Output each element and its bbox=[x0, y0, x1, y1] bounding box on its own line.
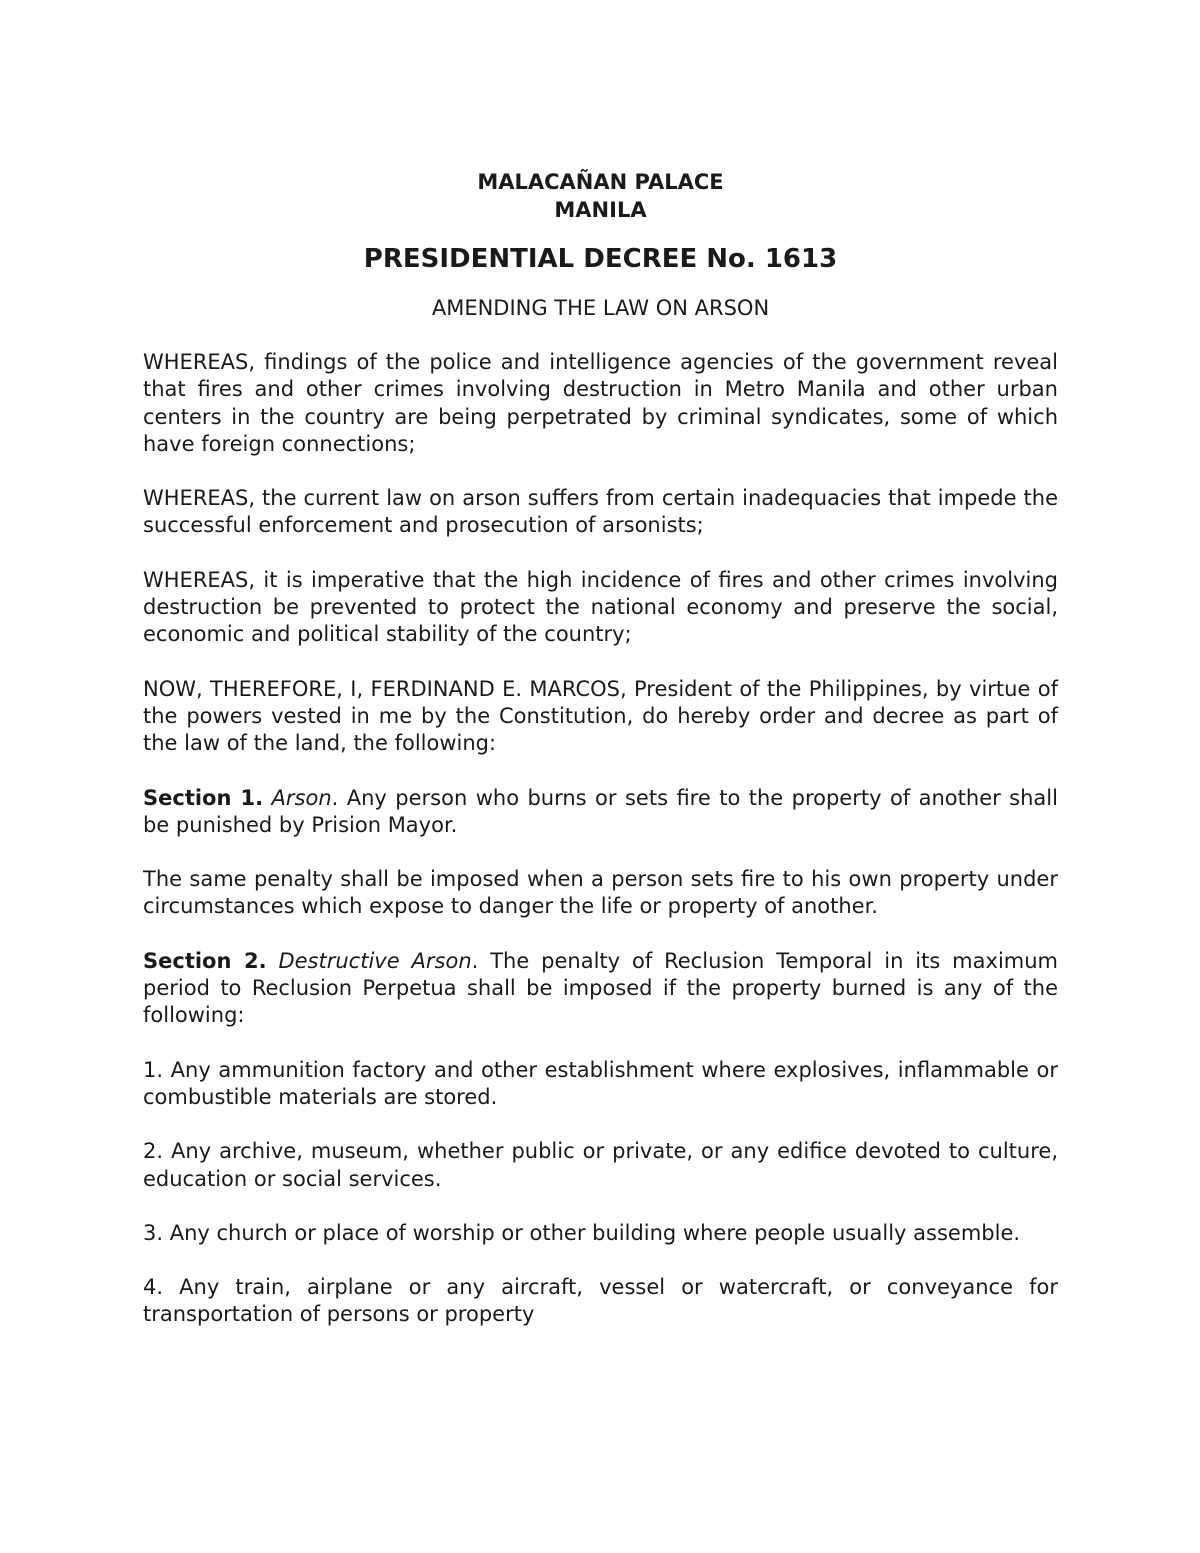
document-page bbox=[143, 168, 1058, 1329]
decree-title: PRESIDENTIAL DECREE No. 1613 bbox=[363, 244, 838, 274]
list-item: 1. Any ammunition factory and other establishment where explosives, inflammable or combustible materials are stored. bbox=[143, 1057, 1058, 1109]
section-1-name: Arson bbox=[271, 785, 332, 810]
section-1-label: Section 1. bbox=[143, 785, 264, 810]
list-item: 3. Any church or place of worship or other building where people usually assemble. bbox=[143, 1220, 1021, 1245]
section-2-label: Section 2. bbox=[143, 948, 267, 973]
section-1-text: . Any person who burns or sets fire to the property of another shall be punished by Prision Mayor. bbox=[143, 785, 1058, 837]
now-therefore-paragraph: NOW, THEREFORE, I, FERDINAND E. MARCOS, President of the Philippines, by virtue of the powers vested in me by the Constitution, do hereby order and decree as part of the law of the land, the following: bbox=[143, 676, 1058, 756]
section-2-paragraph bbox=[143, 948, 1058, 1030]
list-item: 4. Any train, airplane or any aircraft, vessel or watercraft, or conveyance for transportation of persons or property bbox=[143, 1275, 1058, 1327]
header-line-city: MANILA bbox=[554, 198, 647, 222]
section-1-paragraph bbox=[143, 785, 1058, 840]
decree-subtitle: AMENDING THE LAW ON ARSON bbox=[431, 296, 770, 320]
header-line-palace: MALACAÑAN PALACE bbox=[477, 170, 724, 194]
whereas-paragraph-1: WHEREAS, findings of the police and intelligence agencies of the government reveal that fires and other crimes involving destruction in Metro Manila and other urban centers in the country are being perpetrated by criminal syndicates, some of which have foreign connections; bbox=[143, 350, 1058, 456]
section-2-text: . The penalty of Reclusion Temporal in its maximum period to Reclusion Perpetua shall be imposed if the property burned is any of the following: bbox=[143, 948, 1058, 1028]
list-item: 2. Any archive, museum, whether public or private, or any edifice devoted to culture, education or social services. bbox=[143, 1139, 1058, 1191]
section-1-paragraph-2: The same penalty shall be imposed when a person sets fire to his own property under circumstances which expose to danger the life or property of another. bbox=[143, 867, 1058, 919]
section-2-name: Destructive Arson bbox=[278, 948, 472, 973]
whereas-paragraph-3: WHEREAS, it is imperative that the high incidence of fires and other crimes involving destruction be prevented to protect the national economy and preserve the social, economic and political stability of the country; bbox=[143, 567, 1058, 647]
whereas-paragraph-2: WHEREAS, the current law on arson suffers from certain inadequacies that impede the successful enforcement and prosecution of arsonists; bbox=[143, 486, 1058, 538]
